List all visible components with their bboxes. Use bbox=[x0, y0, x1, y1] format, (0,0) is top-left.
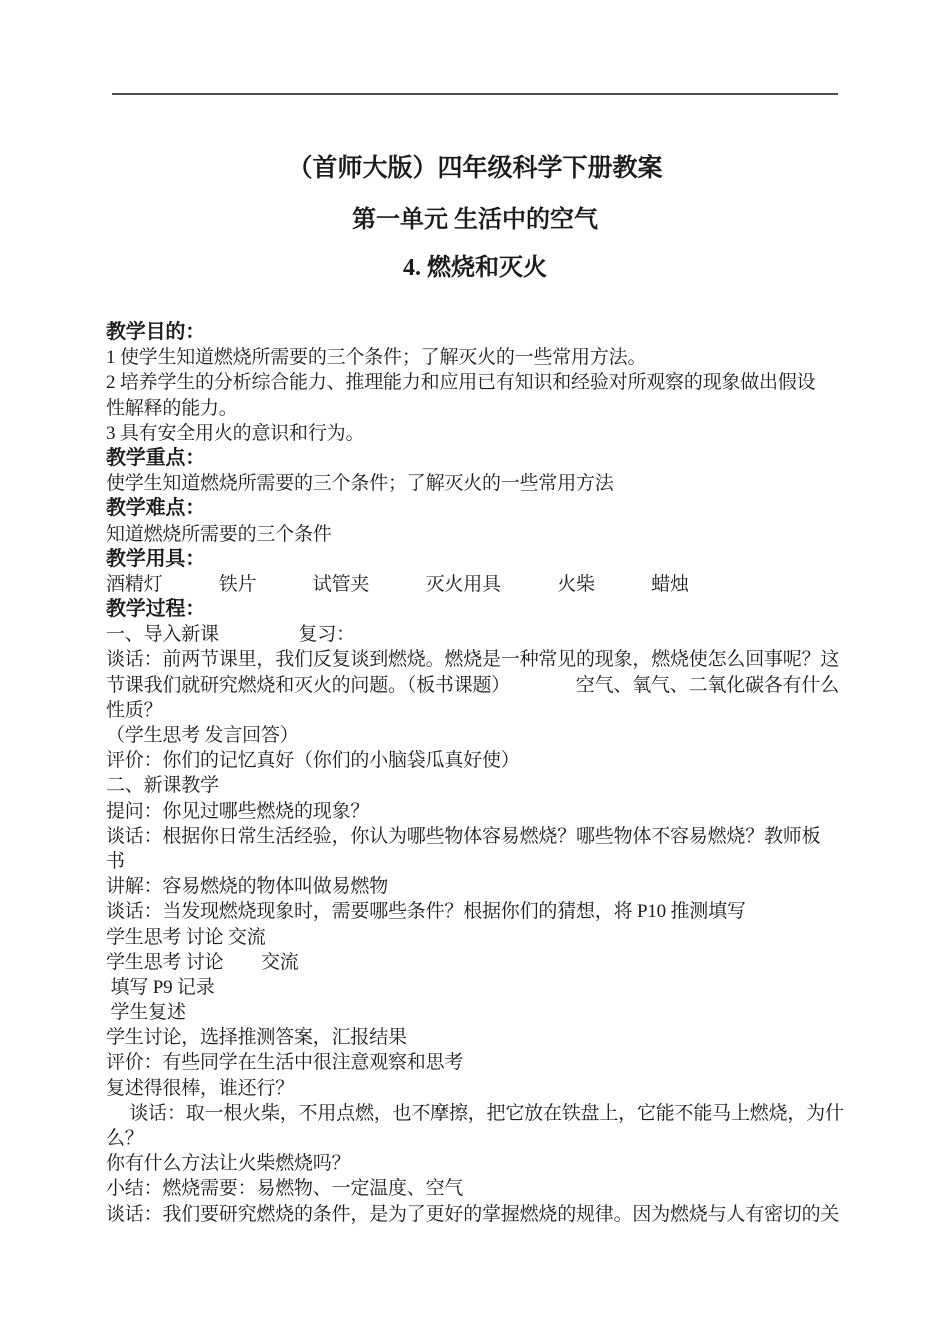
text-line: 1 使学生知道燃烧所需要的三个条件；了解灭火的一些常用方法。 bbox=[106, 347, 647, 369]
document-title: （首师大版）四年级科学下册教案 bbox=[287, 155, 663, 182]
section-heading: 教学过程： bbox=[106, 598, 205, 621]
text-line: 一、导入新课 复习： bbox=[106, 624, 355, 646]
text-line: 性解释的能力。 bbox=[106, 397, 238, 419]
text-line: 学生思考 讨论 交流 bbox=[106, 951, 299, 973]
text-line: （学生思考 发言回答） bbox=[106, 725, 299, 746]
text-line: 书 bbox=[106, 850, 125, 872]
section-heading: 教学用具： bbox=[106, 547, 205, 570]
section-heading: 教学目的： bbox=[106, 321, 205, 343]
text-line: 性质？ bbox=[106, 699, 163, 721]
text-line: 酒精灯 铁片 试管夹 灭火用具 火柴 蜡烛 bbox=[106, 573, 689, 595]
text-line: 2 培养学生的分析综合能力、推理能力和应用已有知识和经验对所观察的现象做出假设 bbox=[106, 372, 816, 394]
text-line: 谈话：取一根火柴，不用点燃，也不摩擦，把它放在铁盘上，它能不能马上燃烧，为什 bbox=[106, 1102, 844, 1124]
document-body bbox=[106, 320, 846, 1227]
text-line: 讲解：容易燃烧的物体叫做易燃物 bbox=[106, 876, 389, 898]
header-rule bbox=[112, 93, 838, 95]
text-line: 知道燃烧所需要的三个条件 bbox=[106, 523, 332, 545]
text-line: 提问：你见过哪些燃烧的现象？ bbox=[106, 800, 370, 822]
text-line: 3 具有安全用火的意识和行为。 bbox=[106, 422, 365, 444]
text-line: 二、新课教学 bbox=[106, 775, 219, 797]
text-line: 谈话：根据你日常生活经验，你认为哪些物体容易燃烧？哪些物体不容易燃烧？教师板 bbox=[106, 825, 821, 847]
text-line: 小结：燃烧需要：易燃物、一定温度、空气 bbox=[106, 1178, 464, 1200]
text-line: 复述得很棒，谁还行？ bbox=[106, 1077, 295, 1099]
text-line: 学生复述 bbox=[106, 1002, 186, 1024]
section-heading: 教学重点： bbox=[106, 446, 205, 469]
text-line: 学生思考 讨论 交流 bbox=[106, 926, 266, 948]
text-line: 节课我们就研究燃烧和灭火的问题。（板书课题） 空气、氧气、二氧化碳各有什么 bbox=[106, 674, 840, 696]
text-line: 么？ bbox=[106, 1128, 144, 1149]
text-line: 评价：你们的记忆真好（你们的小脑袋瓜真好使） bbox=[106, 750, 520, 772]
text-line: 评价：有些同学在生活中很注意观察和思考 bbox=[106, 1052, 464, 1074]
text-line: 谈话：前两节课里，我们反复谈到燃烧。燃烧是一种常见的现象，燃烧使怎么回事呢？这 bbox=[106, 649, 840, 671]
text-line: 学生讨论，选择推测答案，汇报结果 bbox=[106, 1027, 407, 1049]
lesson-title: 4. 燃烧和灭火 bbox=[403, 255, 547, 281]
text-line: 填写 P9 记录 bbox=[106, 976, 215, 998]
text-line: 使学生知道燃烧所需要的三个条件；了解灭火的一些常用方法 bbox=[106, 473, 614, 495]
unit-title: 第一单元 生活中的空气 bbox=[352, 207, 598, 233]
text-line: 谈话：我们要研究燃烧的条件，是为了更好的掌握燃烧的规律。因为燃烧与人有密切的关 bbox=[106, 1203, 840, 1225]
text-line: 谈话：当发现燃烧现象时，需要哪些条件？根据你们的猜想，将 P10 推测填写 bbox=[106, 901, 746, 923]
text-line: 你有什么方法让火柴燃烧吗？ bbox=[106, 1153, 351, 1175]
section-heading: 教学难点： bbox=[106, 497, 205, 520]
